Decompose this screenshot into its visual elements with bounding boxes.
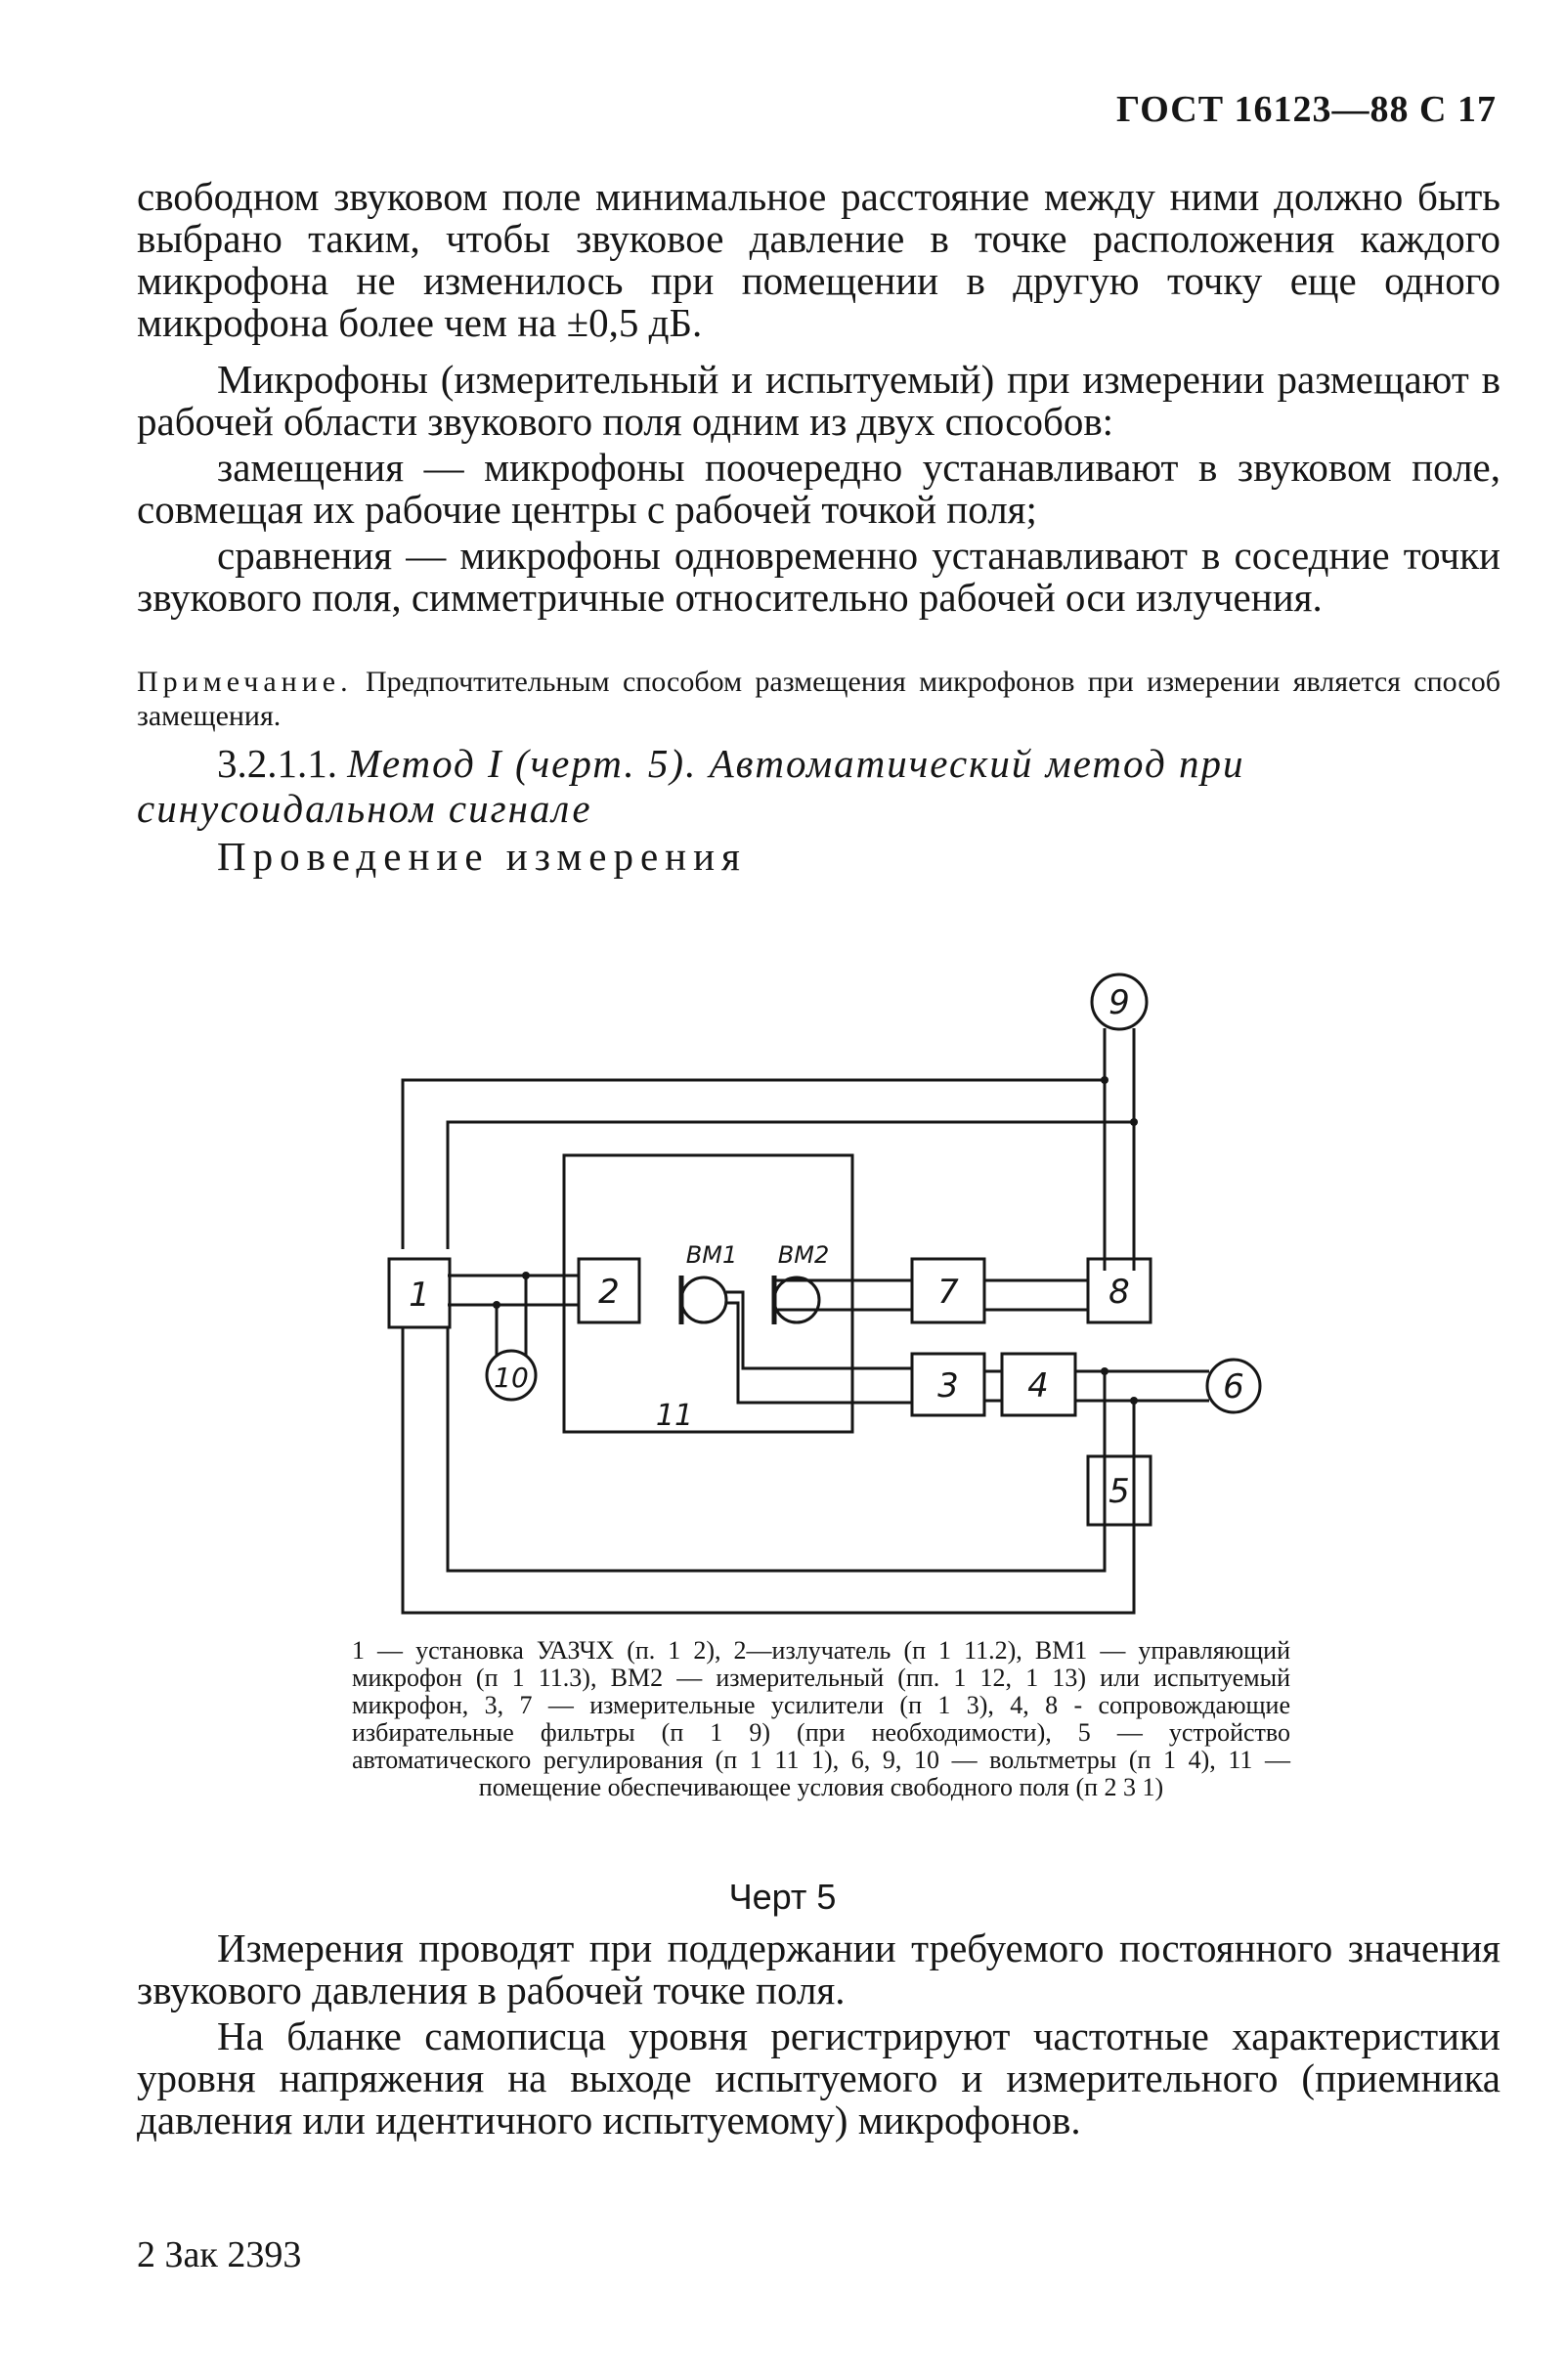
figure-caption: 1 — установка УАЗЧХ (п. 1 2), 2—излучатель (п 1 11.2), ВМ1 — управляющий микрофон (п 1 11.3), ВМ2 — измерительный (пп. 1 12, 1 13) или испытуемый микрофон, 3, 7 — измерительные усилители (п 1 3), 4, 8 - сопровождающие избирательные фильтры (п 1 9) (при необходимости), 5 — устройство автоматического регулирования (п 1 11 1), 6, 9, 10 — вольтметры (п 1 4), 11 — помещение обеспечивающее условия свободного поля (п 2 3 1) [352, 1636, 1290, 1801]
note-lead: Примечание. [137, 666, 353, 698]
label-1: 1 [409, 1276, 430, 1315]
label-2: 2 [598, 1273, 620, 1312]
junction [493, 1301, 500, 1309]
subheading: Проведение измерения [217, 834, 747, 879]
paragraph-continuation: свободном звуковом поле минимальное расстояние между ними должно быть выбрано таким, чтобы звуковое давление в точке расположения каждого микрофона не изменилось при помещении в другую точку еще одного микрофона более чем на ±0,5 дБ. [137, 174, 1500, 345]
method-number: 3.2.1.1. [217, 741, 337, 786]
paragraph-comparison: сравнения — микрофоны одновременно устанавливают в соседние точки звукового поля, симметричные относительно рабочей оси излучения. [137, 533, 1500, 620]
wire-inner-bottom [448, 1327, 1105, 1571]
label-9: 9 [1109, 983, 1130, 1022]
label-4: 4 [1027, 1366, 1049, 1406]
label-bm2: ВМ2 [777, 1241, 830, 1269]
paragraph-measurements: Измерения проводят при поддержании требуемого постоянного значения звукового давления в рабочей точке поля. [137, 1926, 1500, 2012]
note-text: Предпочтительным способом размещения микрофонов при измерении является способ замещения. [137, 666, 1501, 732]
paragraph-substitution: замещения — микрофоны поочередно устанавливают в звуковом поле, совмещая их рабочие центры с рабочей точкой поля; [137, 445, 1500, 532]
paragraph-recorder: На бланке самописца уровня регистрируют частотные характеристики уровня напряжения на выходе испытуемого и измерительного (приемника давления или идентичного испытуемому) микрофонов. [137, 2013, 1500, 2142]
label-10: 10 [494, 1362, 529, 1394]
wire-outer-top [403, 1028, 1105, 1249]
figure-label: Черт 5 [728, 1877, 837, 1917]
junction [1130, 1397, 1138, 1405]
paragraph-microphones: Микрофоны (измерительный и испытуемый) при измерении размещают в рабочей области звукового поля одним из двух способов: [137, 357, 1500, 444]
label-7: 7 [937, 1273, 959, 1312]
label-8: 8 [1109, 1273, 1130, 1312]
label-11: 11 [655, 1399, 694, 1433]
microphone-bm1 [681, 1277, 726, 1322]
junction [1101, 1367, 1109, 1375]
footer-order: 2 Зак 2393 [137, 2234, 302, 2275]
wire-bm1-3b [726, 1303, 912, 1403]
label-5: 5 [1109, 1472, 1130, 1511]
microphone-bm2 [774, 1277, 819, 1322]
wire-inner-top [448, 1028, 1134, 1249]
label-6: 6 [1223, 1367, 1244, 1406]
running-title: ГОСТ 16123—88 С 17 [1116, 89, 1497, 130]
label-bm1: ВМ1 [685, 1241, 738, 1269]
junction [1130, 1118, 1138, 1126]
junction [1101, 1076, 1109, 1084]
junction [522, 1272, 530, 1279]
method-title: Метод I (черт. 5). Автоматический метод при синусоидальном сигнале [137, 741, 1245, 831]
label-3: 3 [937, 1366, 959, 1406]
